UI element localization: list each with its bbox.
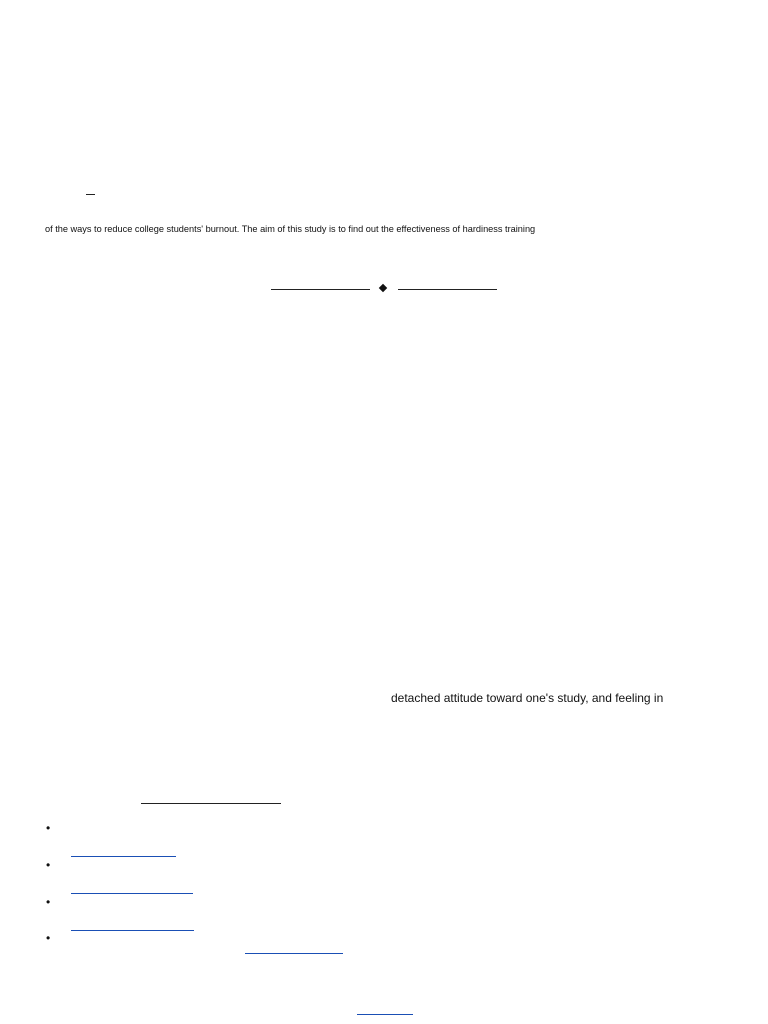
bullet-icon: • [46,858,51,872]
section-divider-right-rule [398,289,497,290]
reference-link-2[interactable] [71,893,193,894]
body-text-fragment: detached attitude toward one's study, and feeling in [391,691,664,705]
section-divider-left-rule [271,289,370,290]
reference-link-4[interactable] [245,953,343,954]
section-divider-diamond-icon [379,284,387,292]
reference-link-3[interactable] [71,930,194,931]
reference-link-1[interactable] [71,856,176,857]
bullet-icon: • [46,895,51,909]
reference-link-5[interactable] [357,1014,413,1015]
section-heading-rule [141,803,281,804]
abstract-text-line: of the ways to reduce college students' burnout. The aim of this study is to find out the effectiveness of hardiness training [45,224,536,234]
bullet-icon: • [46,821,51,835]
bullet-icon: • [46,931,51,945]
short-dash [86,194,95,195]
